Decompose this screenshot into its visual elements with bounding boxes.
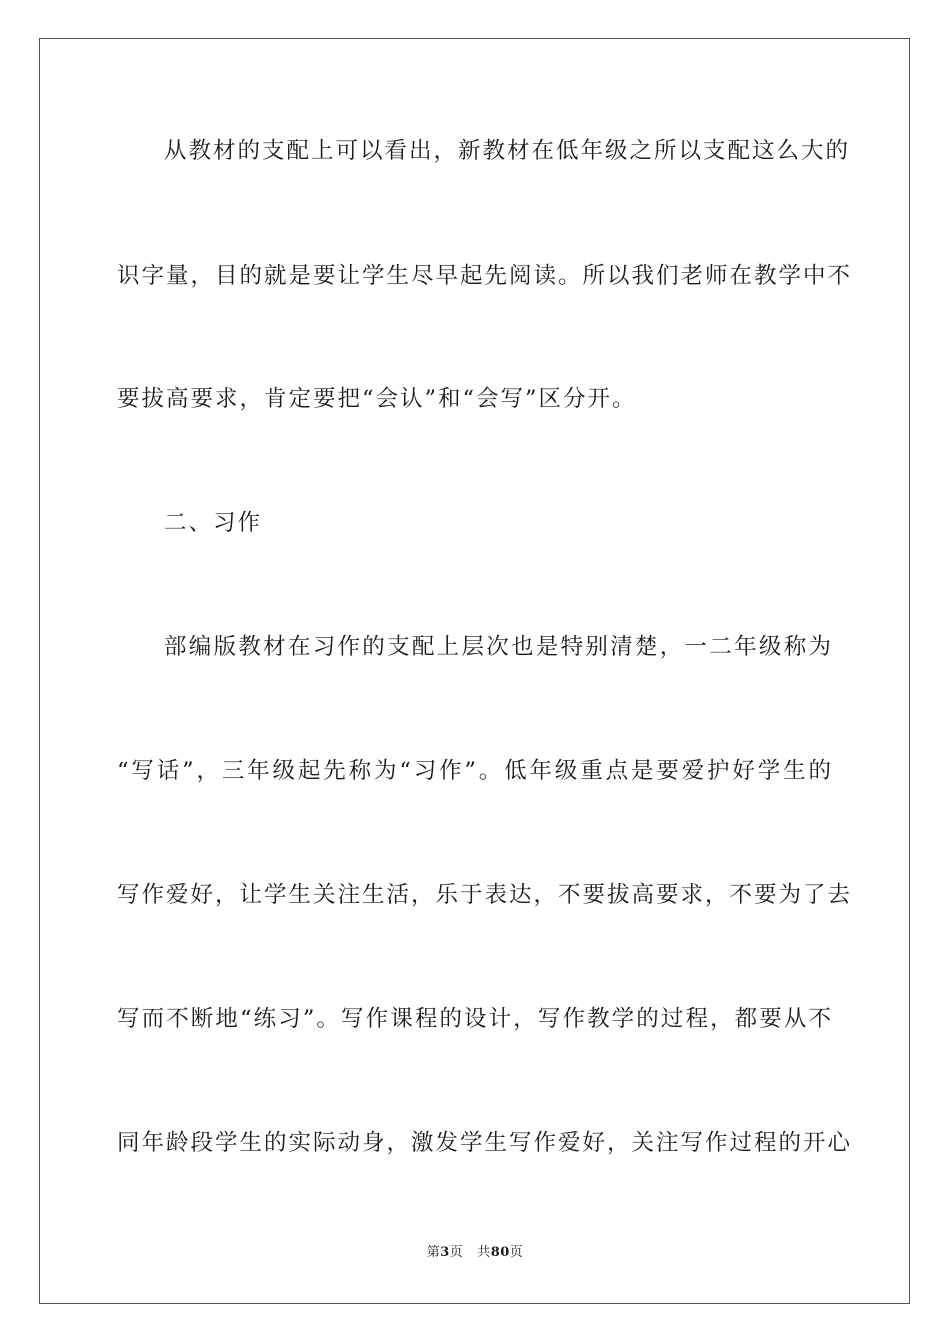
total-suffix: 页	[509, 1245, 524, 1260]
page-border	[39, 38, 910, 1304]
total-prefix: 共	[477, 1245, 491, 1260]
page-footer	[0, 1244, 950, 1262]
paragraph-line-8: 同年龄段学生的实际动身，激发学生写作爱好，关注写作过程的开心	[117, 1130, 853, 1156]
paragraph-line-7: 写而不断地“练习”。写作课程的设计，写作教学的过程，都要从不	[117, 1006, 833, 1032]
paragraph-line-2: 识字量，目的就是要让学生尽早起先阅读。所以我们老师在教学中不	[117, 263, 853, 289]
total-pages: 80	[490, 1245, 510, 1260]
page-suffix: 页	[449, 1245, 464, 1260]
page-number: 3	[440, 1245, 450, 1260]
section-heading: 二、习作	[164, 510, 263, 536]
paragraph-line-4: 部编版教材在习作的支配上层次也是特别清楚，一二年级称为	[164, 634, 833, 660]
paragraph-line-5: “写话”，三年级起先称为“习作”。低年级重点是要爱护好学生的	[117, 758, 833, 784]
paragraph-line-6: 写作爱好，让学生关注生活，乐于表达，不要拔高要求，不要为了去	[117, 882, 853, 908]
paragraph-line-3: 要拔高要求，肯定要把“会认”和“会写”区分开。	[117, 386, 637, 412]
page-prefix: 第	[426, 1245, 441, 1260]
paragraph-line-1: 从教材的支配上可以看出，新教材在低年级之所以支配这么大的	[164, 138, 851, 164]
